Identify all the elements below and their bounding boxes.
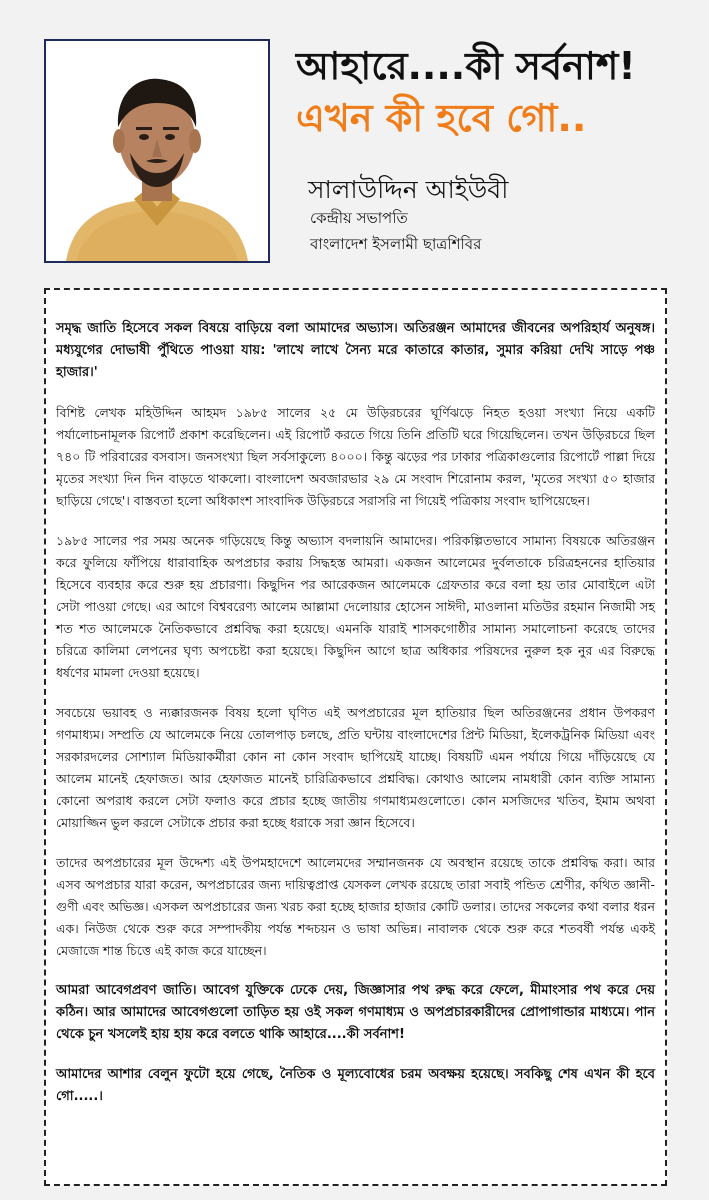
article-paragraph-2: বিশিষ্ট লেখক মহিউদ্দিন আহমদ ১৯৮৫ সালের ২৫ মে উড়িরচরের ঘূর্ণিঝড়ে নিহত হওয়া সংখ্যা নিয়ে একটি পর্যালোচনামূলক রিপোর্ট প্রকাশ করেছিলেন। এই রিপোর্ট করতে গিয়ে তিনি প্রতিটি ঘরে গিয়েছিলেন। তখন উড়িরচরে ছিল ৭৪০ টি পরিবারের বসবাস। জনসংখ্যা ছিল সর্বসাকুল্যে ৪০০০। কিন্তু ঝড়ের পর ঢাকার পত্রিকাগুলোর রিপোর্টে পাল্লা দিয়ে মৃতের সংখ্যা দিন দিন বাড়তে থাকলো। বাংলাদেশ অবজারভার ২৯ মে সংবাদ শিরোনাম করল, 'মৃতের সংখ্যা ৫০ হাজার ছাড়িয়ে গেছে'। বাস্তবতা হলো অধিকাংশ সাংবাদিক উড়িরচরে সরাসরি না গিয়েই পত্রিকায় সংবাদ ছাপিয়েছেন। bbox=[56, 405, 655, 508]
author-role: কেন্দ্রীয় সভাপতি bbox=[310, 209, 408, 227]
author-photo bbox=[44, 39, 270, 263]
author-portrait-image bbox=[46, 41, 268, 261]
article-paragraph-6: আমরা আবেগপ্রবণ জাতি। আবেগ যুক্তিকে ঢেকে দেয়, জিজ্ঞাসার পথ রুদ্ধ করে ফেলে, মীমাংসার পথ করে দেয় কঠিন। আর আমাদের আবেগগুলো তাড়িত হয় ওই সকল গণমাধ্যম ও অপপ্রচারকারীদের প্রোপাগান্ডার মাধ্যমে। পান থেকে চুন খসলেই হায় হায় করে বলতে থাকি আহারে....কী সর্বনাশ! bbox=[56, 983, 655, 1042]
article-paragraph-1: সমৃদ্ধ জাতি হিসেবে সকল বিষয়ে বাড়িয়ে বলা আমাদের অভ্যাস। অতিরঞ্জন আমাদের জীবনের অপরিহার্য অনুষঙ্গ। মধ্যযুগের দোভাষী পুঁথিতে পাওয়া যায়: 'লাখে লাখে সৈন্য মরে কাতারে কাতার, সুমার করিয়া দেখি সাড়ে পঞ্চ হাজার।' bbox=[56, 321, 655, 380]
author-organization: বাংলাদেশ ইসলামী ছাত্রশিবির bbox=[310, 235, 482, 253]
article-body bbox=[44, 288, 667, 1186]
author-name: সালাউদ্দিন আইউবী bbox=[308, 175, 509, 204]
headline-line-2: এখন কী হবে গো.. bbox=[296, 96, 587, 140]
article-paragraph-7: আমাদের আশার বেলুন ফুটো হয়ে গেছে, নৈতিক ও মূল্যবোধের চরম অবক্ষয় হয়েছে। সবকিছু শেষ এখন কী হবে গো.....। bbox=[56, 1067, 655, 1104]
article-paragraph-3: ১৯৮৫ সালের পর সময় অনেক গড়িয়েছে কিন্তু অভ্যাস বদলায়নি আমাদের। পরিকল্পিতভাবে সামান্য বিষয়কে অতিরঞ্জন করে ফুলিয়ে ফাঁপিয়ে ধারাবাহিক অপপ্রচার করায় সিদ্ধহস্ত আমরা। একজন আলেমের দুর্বলতাকে চরিত্রহননের হাতিয়ার হিসেবে ব্যবহার করে শুরু হয় প্রচারণা। কিছুদিন পর আরেকজন আলেমকে গ্রেফতার করে বলা হয় তার মোবাইলে এটা সেটা পাওয়া গেছে। এর আগে বিশ্ববরেণ্য আলেম আল্লামা দেলোয়ার হোসেন সাঈদী, মাওলানা মতিউর রহমান নিজামী সহ শত শত আলেমকে নৈতিকভাবে প্রশ্নবিদ্ধ করা হয়েছে। এমনকি যারাই শাসকগোষ্ঠীর সামান্য সমালোচনা করেছে তাদের চরিত্রে কালিমা লেপনের ঘৃণ্য অপচেষ্টা করা হয়েছে। কিছুদিন আগে ছাত্র অধিকার পরিষদের নুরুল হক নুর এর বিরুদ্ধে ধর্ষণের মামলা দেওয়া হয়েছে। bbox=[56, 533, 655, 680]
article-paragraph-5: তাদের অপপ্রচারের মূল উদ্দেশ্য এই উপমহাদেশে আলেমদের সম্মানজনক যে অবস্থান রয়েছে তাকে প্রশ্নবিদ্ধ করা। আর এসব অপপ্রচার যারা করেন, অপপ্রচারের জন্য দায়িত্বপ্রাপ্ত যেসকল লেখক রয়েছে তারা সবাই পন্ডিত শ্রেণীর, কথিত জ্ঞানী-গুণী এবং অভিজ্ঞ। এসকল অপপ্রচারের জন্য খরচ করা হচ্ছে হাজার হাজার কোটি ডলার। তাদের সকলের কথা বলার ধরন এক। নিউজ থেকে শুরু করে সম্পাদকীয় পর্যন্ত শব্দচয়ন ও ভাষা অভিন্ন। নাবালক থেকে শুরু করে শতবর্ষী পর্যন্ত একই মেজাজে শান্ত চিত্তে এই কাজ করে যাচ্ছেন। bbox=[56, 855, 655, 958]
headline-line-1: আহারে....কী সর্বনাশ! bbox=[296, 44, 636, 88]
article-paragraph-4: সবচেয়ে ভয়াবহ ও ন্যক্কারজনক বিষয় হলো ঘৃণিত এই অপপ্রচারের মূল হাতিয়ার ছিল অতিরঞ্জনের প্রধান উপকরণ গণমাধ্যম। সম্প্রতি যে আলেমকে নিয়ে তোলপাড় চলছে, প্রতি ঘন্টায় বাংলাদেশের প্রিন্ট মিডিয়া, ইলেকট্রনিক মিডিয়া এবং সরকারদলের সোশ্যাল মিডিয়াকর্মীরা কোন না কোন সংবাদ ছাপিয়েই যাচ্ছে। বিষয়টি এমন পর্যায়ে গিয়ে দাঁড়িয়েছে যে আলেম মানেই হেফাজত। আর হেফাজত মানেই চারিত্রিকভাবে প্রশ্নবিদ্ধ। কোথাও আলেম নামধারী কোন ব্যক্তি সামান্য কোনো অপরাধ করলে সেটা ফলাও করে প্রচার হচ্ছে জাতীয় গণমাধ্যমগুলোতে। কোন মসজিদের খতিব, ইমাম অথবা মোয়াজ্জিন ভুল করলে সেটাকে প্রচার করা হচ্ছে ধরাকে সরা জ্ঞান হিসেবে। bbox=[56, 705, 655, 830]
